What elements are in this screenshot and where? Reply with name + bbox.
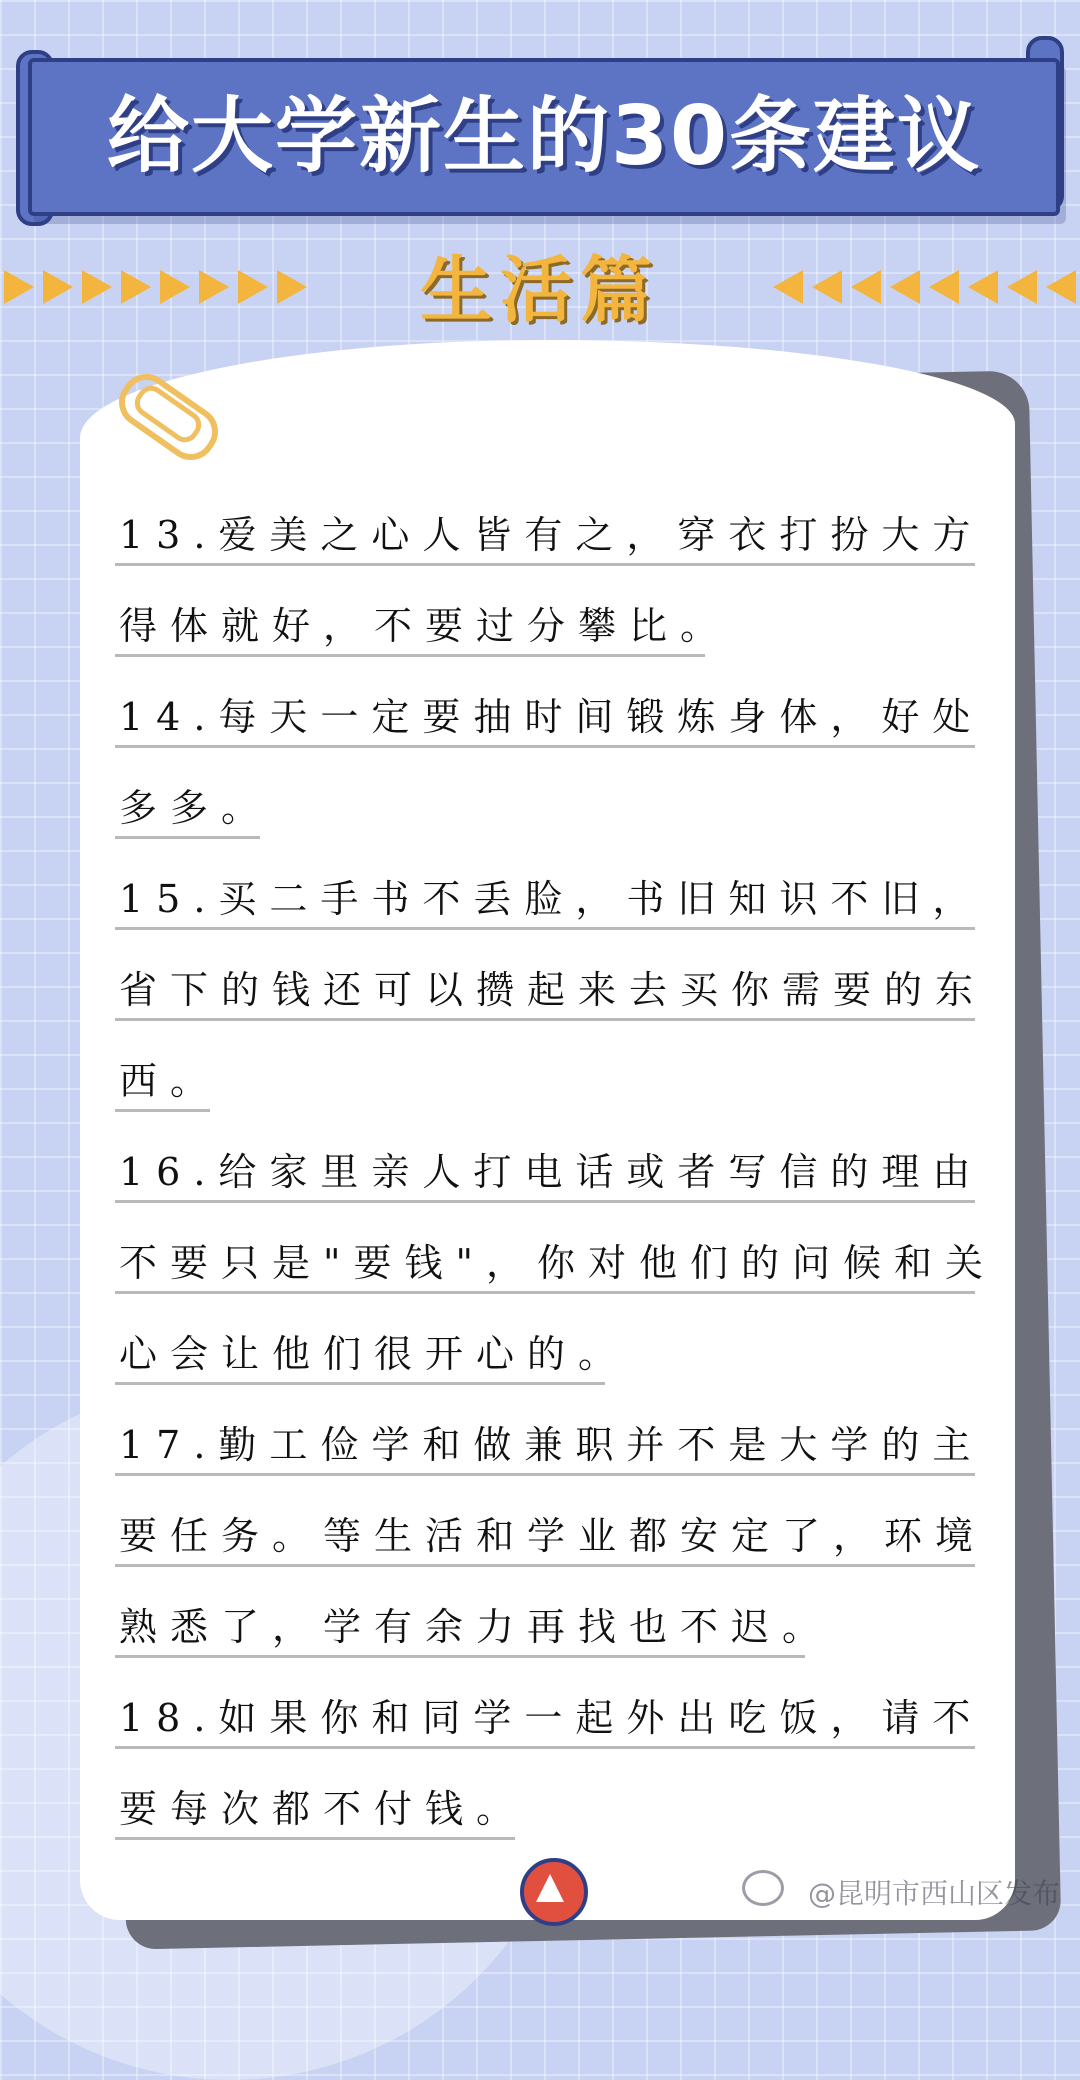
title-banner [28,58,1060,216]
weibo-icon [742,1870,784,1906]
page-title: 给大学新生的30条建议 [106,89,982,184]
arrow-left-icon [929,270,959,304]
arrow-left-icon [1007,270,1037,304]
text-line: 西。 [115,1021,975,1112]
text-line: 13.爱美之心人皆有之，穿衣打扮大方 [115,475,975,566]
arrow-left-icon [812,270,842,304]
text-line: 17.勤工俭学和做兼职并不是大学的主 [115,1385,975,1476]
arrow-left-icon [1046,270,1076,304]
section-subtitle: 生活篇 [419,247,660,332]
text-line: 省下的钱还可以攒起来去买你需要的东 [115,930,975,1021]
text-line: 15.买二手书不丢脸，书旧知识不旧， [115,839,975,930]
arrow-left-icon [890,270,920,304]
subtitle-row [0,247,1080,332]
text-line: 熟悉了，学有余力再找也不迟。 [115,1567,975,1658]
text-line: 不要只是"要钱"，你对他们的问候和关 [115,1203,975,1294]
text-line: 14.每天一定要抽时间锻炼身体，好处 [115,657,975,748]
arrow-left-icon [851,270,881,304]
text-line: 心会让他们很开心的。 [115,1294,975,1385]
arrows-right [764,270,1076,310]
arrow-left-icon [773,270,803,304]
watermark: @昆明市西山区发布 [807,1877,1060,1910]
text-line: 16.给家里亲人打电话或者写信的理由 [115,1112,975,1203]
text-line: 得体就好，不要过分攀比。 [115,566,975,657]
tips-list [115,475,996,1840]
arrow-left-icon [968,270,998,304]
xinhua-logo-icon [520,1858,588,1926]
text-line: 要每次都不付钱。 [115,1749,975,1840]
text-line: 18.如果你和同学一起外出吃饭，请不 [115,1658,975,1749]
text-line: 要任务。等生活和学业都安定了，环境 [115,1476,975,1567]
footer [0,1858,1080,1938]
text-line: 多多。 [115,748,975,839]
